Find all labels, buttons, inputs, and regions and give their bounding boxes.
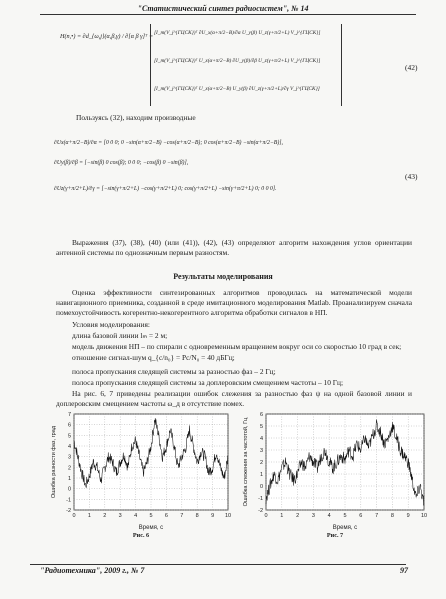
section-title: Результаты моделирования: [173, 272, 273, 281]
eq43-number: (43): [405, 172, 418, 181]
figures-paragraph: На рис. 6, 7 приведены реализации ошибок слежения за разностью фаз ψ на одной базовой линии и доплеровским смещением частоты ω_д в отсутствие помех.: [56, 389, 412, 408]
eq42-row-3: [I_m(V_j^{ГЦСК})ᵀ U_x(α+π/2−B) U_y(β) ∂U_z(γ+π/2+L)/∂γ V_j^{ГЦСК}]: [154, 86, 320, 92]
footer-rule: [30, 564, 406, 565]
x-tick-label: 4: [327, 513, 331, 519]
y-tick-label: 6: [67, 422, 71, 429]
footer-journal: "Радиотехника", 2009 г., № 7: [40, 566, 145, 575]
x-tick-label: 7: [375, 513, 379, 519]
x-axis-label: Время, с: [332, 525, 358, 531]
x-tick-label: 4: [134, 513, 138, 519]
eq42-lhs: H(n,•) = ∂d_{ω,j}(α,β,γ) / ∂[α β γ]ᵀ =: [60, 33, 154, 40]
y-tick-label: 5: [67, 433, 71, 440]
figure-6: [48, 408, 234, 532]
x-tick-label: 9: [211, 513, 215, 519]
x-tick-label: 5: [343, 513, 347, 519]
x-tick-label: 0: [264, 513, 268, 519]
x-tick-label: 8: [195, 513, 199, 519]
y-tick-label: 7: [67, 412, 71, 418]
derivatives-intro: Пользуясь (32), находим производные: [76, 113, 196, 122]
footer-page-number: 97: [400, 566, 408, 575]
y-tick-label: 3: [67, 454, 71, 461]
running-header: "Статистический синтез радиосистем", № 14: [137, 4, 309, 13]
x-tick-label: 5: [149, 513, 153, 519]
intro-paragraph: Оценка эффективности синтезированных алгоритмов проводилась на математической модели навигационного приемника, созданной в среде имитационного моделирования Matlab. Проанализируем сначала помехоустойчивость когерентно-некогерентного алгоритма обработки сигналов в НП.: [56, 288, 412, 317]
eq43-dUy: ∂Uy(β)/∂β = [−sin(β) 0 cos(β); 0 0 0; −cos(β) 0 −sin(β)],: [54, 160, 189, 166]
fig6-caption: Рис. 6: [132, 532, 150, 539]
condition-doppler-band: полоса пропускания следящей системы за доплеровским смещением частоты – 10 Гц;: [72, 378, 344, 387]
x-tick-label: 3: [118, 513, 122, 519]
x-tick-label: 1: [280, 513, 284, 519]
fig6-chart: [48, 408, 234, 532]
y-tick-label: 4: [259, 436, 263, 442]
condition-motion: модель движения НП – по спирали с одновременным вращением вокруг оси со скоростью 10 град в сек;: [72, 342, 402, 351]
condition-phase-band: полоса пропускания следящей системы за разностью фаз – 2 Гц;: [72, 367, 276, 376]
condition-baseline: длина базовой линии lₘ = 2 м;: [72, 331, 168, 340]
y-tick-label: -1: [66, 497, 71, 504]
x-tick-label: 3: [311, 513, 315, 519]
y-tick-label: 1: [67, 476, 71, 482]
eq43-dUx: ∂Ux(α+π/2−B)/∂α = [0 0 0; 0 −sin(α+π/2−B) −cos(α+π/2−B); 0 cos(α+π/2−B) −sin(α+π/2−B)],: [54, 140, 283, 146]
x-tick-label: 1: [87, 513, 91, 519]
y-tick-label: 2: [259, 460, 263, 466]
y-tick-label: 0: [67, 486, 71, 493]
y-axis-label: Ошибка разности фаз, град: [51, 425, 57, 499]
y-tick-label: -2: [66, 508, 71, 514]
x-tick-label: 10: [224, 513, 232, 519]
y-tick-label: -1: [258, 496, 263, 502]
y-tick-label: 2: [67, 465, 71, 472]
fig7-caption: Рис. 7: [326, 532, 344, 539]
x-tick-label: 6: [164, 513, 168, 519]
x-axis-label: Время, с: [138, 525, 164, 531]
x-tick-label: 9: [406, 513, 410, 519]
x-tick-label: 6: [359, 513, 363, 519]
figure-7: [240, 408, 430, 532]
y-tick-label: -2: [258, 508, 263, 514]
conclusion-paragraph: Выражения (37), (38), (40) (или (41)), (42), (43) определяют алгоритм нахождения углов ориентации антенной системы по однозначным первым разностям.: [56, 238, 412, 257]
conditions-title: Условия моделирования:: [72, 320, 150, 329]
x-tick-label: 10: [420, 513, 428, 519]
x-tick-label: 8: [390, 513, 394, 519]
x-tick-label: 0: [72, 513, 76, 519]
fig7-chart: [240, 408, 430, 532]
x-tick-label: 2: [296, 513, 300, 519]
eq42-row-1: [I_m(V_j^{ГЦСК})ᵀ ∂U_x(α+π/2−B)/∂α U_y(β) U_z(γ+π/2+L) V_j^{ГЦСК}]: [154, 30, 321, 36]
eq42-row-2: [I_m(V_j^{ГЦСК})ᵀ U_x(α+π/2−B) ∂U_y(β)/∂β U_z(γ+π/2+L) V_j^{ГЦСК}]: [154, 58, 321, 64]
y-tick-label: 3: [259, 448, 263, 454]
y-tick-label: 0: [259, 484, 263, 490]
y-tick-label: 5: [259, 424, 263, 430]
x-tick-label: 2: [103, 513, 107, 519]
header-rule: [40, 14, 416, 15]
y-tick-label: 1: [259, 472, 263, 478]
eq42-number: (42): [405, 63, 418, 72]
y-tick-label: 4: [67, 444, 71, 450]
x-tick-label: 7: [180, 513, 184, 519]
eq43-dUz: ∂Uz(γ+π/2+L)/∂γ = [−sin(γ+π/2+L) −cos(γ+π/2+L) 0; cos(γ+π/2+L) −sin(γ+π/2+L) 0; 0 0 0].: [54, 186, 277, 192]
condition-snr: отношение сигнал-шум q_{c/n₀} = Pc/N₀ = 40 дБГц;: [72, 353, 235, 362]
y-axis-label: Ошибка слежения за частотой, Гц: [243, 417, 249, 507]
y-tick-label: 6: [259, 412, 263, 418]
